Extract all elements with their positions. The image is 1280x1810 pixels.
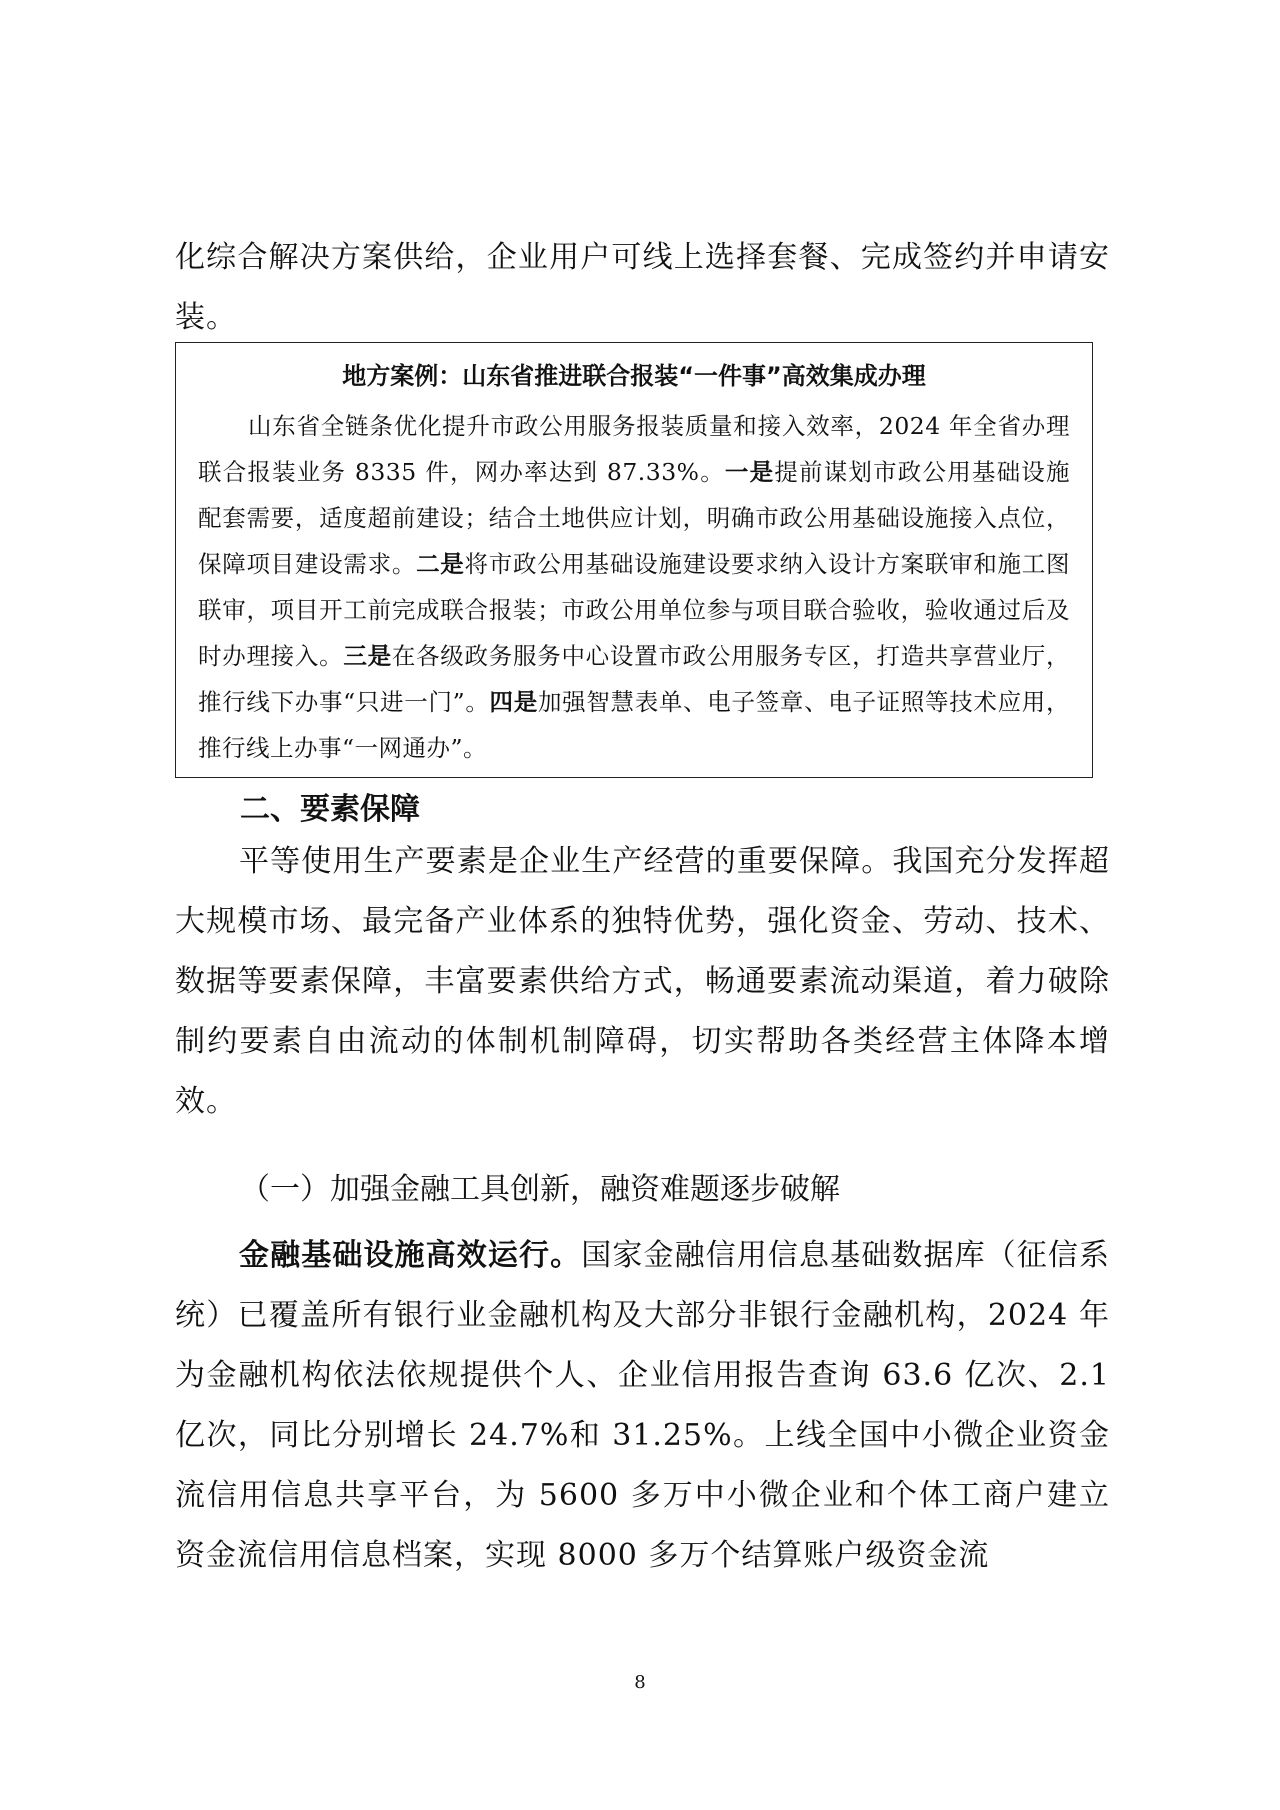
section-heading: 二、要素保障	[240, 792, 420, 827]
case-point-3-label: 三是	[343, 642, 392, 670]
subsection-text: 国家金融信用信息基础数据库（征信系统）已覆盖所有银行业金融机构及大部分非银行金融机构，2024 年为金融机构依法依规提供个人、企业信用报告查询 63.6 亿次、2.1 亿次，同比分别增长 24.7%和 31.25%。上线全国中小微企业资金流信用信息共享平台，为 5600 多万中小微企业和个体工商户建立资金流信用信息档案，实现 8000 多万个结算账户级资金流	[175, 1238, 1111, 1573]
subsection-heading: （一）加强金融工具创新，融资难题逐步破解	[240, 1172, 840, 1207]
subsection-paragraph	[175, 1226, 1110, 1586]
case-point-2-label: 二是	[416, 550, 465, 578]
case-text-1: 山东省全链条优化提升市政公用服务报装质量和接入效率，2024 年全省办理联合报装业务 8335 件，网办率达到 87.33%。	[198, 412, 1070, 486]
intro-paragraph: 化综合解决方案供给，企业用户可线上选择套餐、完成签约并申请安装。	[175, 240, 1110, 335]
local-case-box	[175, 342, 1093, 778]
case-point-4-label: 四是	[489, 688, 538, 716]
case-text-4: 在各级政务服务中心设置市政公用服务专区，打造共享营业厅，推行线下办事“只进一门”。	[198, 642, 1071, 716]
case-box-title: 地方案例：山东省推进联合报装“一件事”高效集成办理	[342, 362, 926, 390]
subsection-lead: 金融基础设施高效运行。	[239, 1238, 582, 1273]
page-number: 8	[634, 1672, 646, 1693]
case-text-3: 将市政公用基础设施建设要求纳入设计方案联审和施工图联审，项目开工前完成联合报装；市政公用单位参与项目联合验收，验收通过后及时办理接入。	[198, 550, 1071, 670]
case-text-2: 提前谋划市政公用基础设施配套需要，适度超前建设；结合土地供应计划，明确市政公用基础设施接入点位，保障项目建设需求。	[198, 458, 1071, 578]
case-point-1-label: 一是	[724, 458, 775, 486]
case-text-5: 加强智慧表单、电子签章、电子证照等技术应用，推行线上办事“一网通办”。	[198, 688, 1071, 762]
case-box-body	[198, 403, 1070, 771]
section-paragraph: 平等使用生产要素是企业生产经营的重要保障。我国充分发挥超大规模市场、最完备产业体系的独特优势，强化资金、劳动、技术、数据等要素保障，丰富要素供给方式，畅通要素流动渠道，着力破除制约要素自由流动的体制机制障碍，切实帮助各类经营主体降本增效。	[175, 844, 1110, 1119]
